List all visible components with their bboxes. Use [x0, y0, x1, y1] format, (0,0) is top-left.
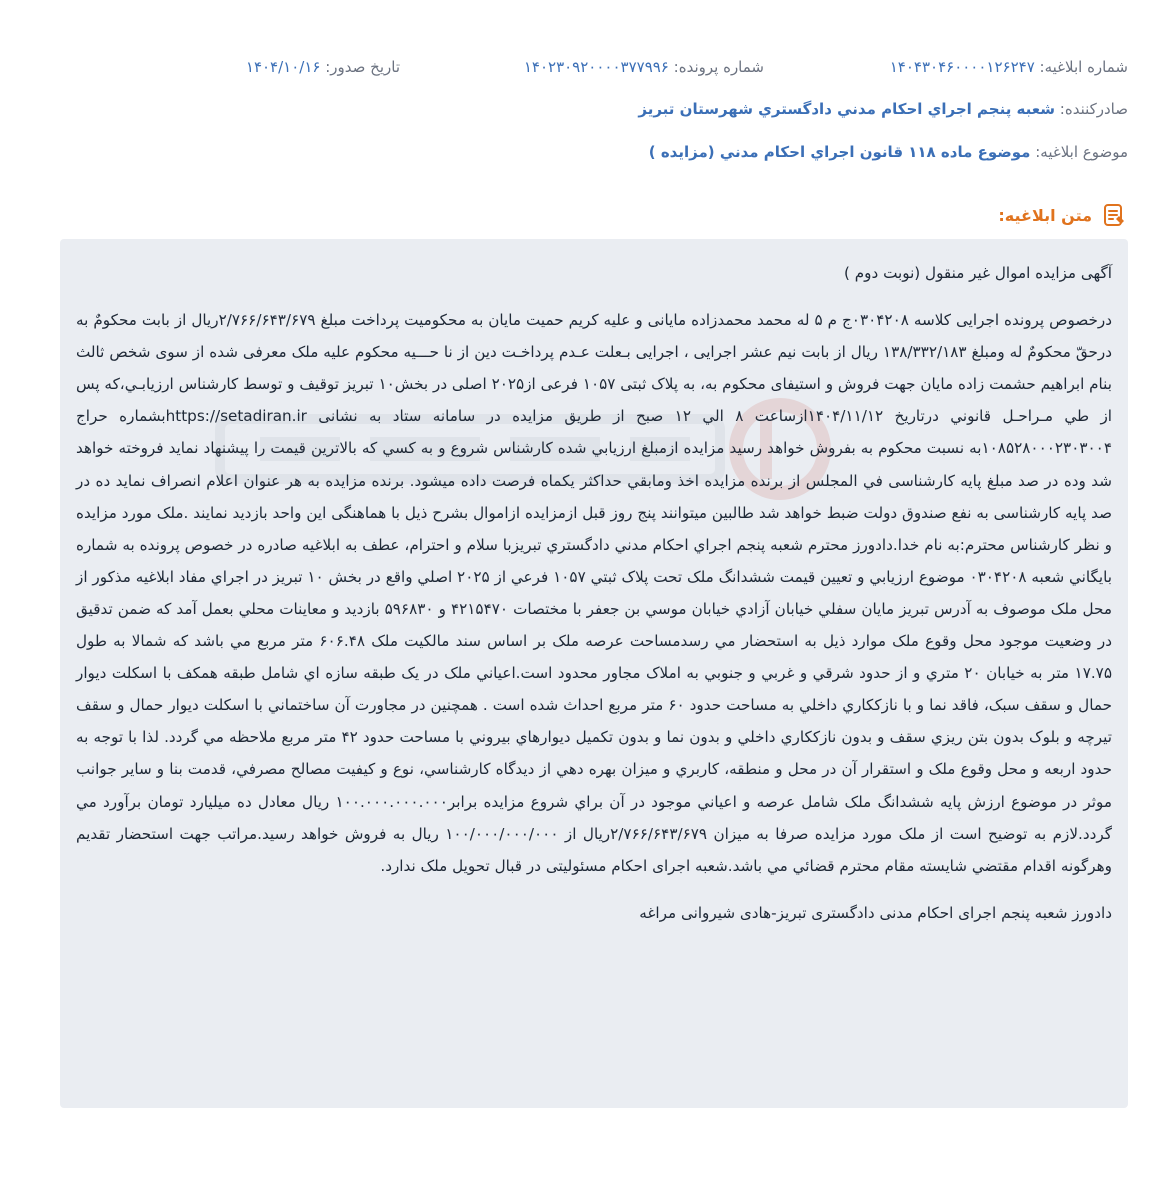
case-number-label: شماره پرونده:: [673, 58, 764, 76]
notice-body: درخصوص پرونده اجرایی کلاسه ۰۳۰۴۲۰۸ج م ۵ له محمد محمدزاده مایانی و علیه کریم حمیت مایان به محکومیت پرداخت مبلغ ۲/۷۶۶/۶۴۳/۶۷۹ریال از بابت محکومٌ به درحقّ محکومٌ له ومبلغ ۱۳۸/۳۳۲/۱۸۳ ریال از بابت نیم عشر اجرایی ، اجرایی بـعلت عـدم پرداخـت دین از نا حـــیه محکوم علیه ملک معرفی شده از سوی شخص ثالث بنام ابراهیم حشمت زاده مایان جهت فروش و استیفای محکوم به، به پلاک ثبتی ۱۰۵۷ فرعی از۲۰۲۵ اصلی در بخش۱۰ تبریز توقیف و توسط کارشناس ارزيابـي،که پس از طي مـراحـل قانوني درتاريخ ۱۴۰۴/۱۱/۱۲ازساعت ۸ الي ۱۲ صبح از طريق مزايده در سامانه ستاد به نشانی https://setadiran.irبشماره حراج ۱۰۸۵۲۸۰۰۰۲۳۰۳۰۰۴به نسبت محکوم به بفروش خواهد رسید مزايده ازمبلغ ارزيابي شده کارشناس شروع و به کسي که بالاترين قيمت را پيشنهاد نمايد فروخته خواهد شد وده در صد مبلغ پايه کارشناسی في المجلس از برنده مزايده اخذ ومابقي حداکثر يکماه فرصت داده ميشود. برنده مزايده به هر عنوان اعلام انصراف نمايد ده در صد پایه کارشناسی به نفع صندوق دولت ضبط خواهد شد طالبين ميتوانند پنج روز قبل ازمزايده ازاموال بشرح ذيل با هماهنگی اين واحد بازديد نمايند .ملک مورد مزايده و نظر کارشناس محترم:به نام خدا.دادورز محترم شعبه پنجم اجراي احکام مدني دادگستري تبريزبا سلام و احترام، عطف به ابلاغيه صادره در خصوص پرونده به شماره بايگاني شعبه ۰۳۰۴۲۰۸ موضوع ارزيابي و تعيين قيمت ششدانگ ملک تحت پلاک ثبتي ۱۰۵۷ فرعي از ۲۰۲۵ اصلي واقع در بخش ۱۰ تبريز در اجراي مفاد ابلاغيه مذکور از محل ملک موصوف به آدرس تبريز مايان سفلي خيابان آزادي خيابان موسي بن جعفر با مختصات ۴۲۱۵۴۷۰ و ۵۹۶۸۳۰ بازديد و معاينات محلي بعمل آمد که ضمن تدقيق در وضعيت موجود محل وقوع ملک موارد ذيل به استحضار مي رسدمساحت عرصه ملک بر اساس سند مالکيت ملک ۶۰۶.۴۸ متر مربع مي باشد که شمالا به طول ۱۷.۷۵ متر به خيابان ۲۰ متري و از حدود شرقي و غربي و جنوبي به املاک مجاور محدود است.اعياني ملک در يک طبقه سازه اي شامل طبقه همکف با اسکلت ديوار حمال و سقف سبک، فاقد نما و با نازککاري داخلي به مساحت حدود ۶۰ متر مربع احداث شده است . همچنين در مجاورت آن ساختماني با اسکلت ديوار حمال و سقف تيرچه و بلوک بدون بتن ريزي سقف و بدون نازککاري داخلي و بدون نما و بدون تکميل ديوارهاي بيروني با مساحت حدود ۴۲ متر مربع ملاحظه مي گردد. لذا با توجه به حدود اربعه و محل وقوع ملک و استقرار آن در محل و منطقه، کاربري و ميزان بهره دهي از ديدگاه کارشناسي، نوع و کيفيت مصالح مصرفي، قدمت بنا و ساير جوانب موثر در موضوع ارزش پايه ششدانگ ملک شامل عرصه و اعياني موجود در آن براي شروع مزايده برابر۱۰۰.۰۰۰.۰۰۰.۰۰۰ ريال معادل ده ميليارد تومان برآورد مي گردد.لازم به توضيح است از ملک مورد مزایده صرفا به میزان ۲/۷۶۶/۶۴۳/۶۷۹ریال از ۱۰۰/۰۰۰/۰۰۰/۰۰۰ ریال به فروش خواهد رسید.مراتب جهت استحضار تقديم وهرگونه اقدام مقتضي شايسته مقام محترم قضائي مي باشد.شعبه اجرای احکام مسئولیتی در قبال تحویل ملک ندارد.: [76, 311, 1113, 875]
notice-number: [890, 58, 1128, 76]
subject-row: [60, 143, 1128, 161]
notice-meta-row: [60, 58, 1128, 82]
issue-date-value: ۱۴۰۴/۱۰/۱۶: [245, 58, 321, 76]
notice-text-header: [998, 200, 1128, 230]
subject-label: موضوع ابلاغیه:: [1035, 143, 1128, 161]
document-icon: [1100, 201, 1128, 229]
case-number: [524, 58, 764, 76]
issue-date-label: تاریخ صدور:: [325, 58, 400, 76]
issuer-row: [60, 100, 1128, 118]
issuer-value: شعبه پنجم اجراي احکام مدني دادگستري شهرستان تبريز: [638, 100, 1055, 118]
notice-number-label: شماره ابلاغیه:: [1039, 58, 1128, 76]
notice-text-title: متن ابلاغیه:: [998, 205, 1092, 225]
issuer-label: صادرکننده:: [1059, 100, 1128, 118]
notice-signature: دادورز شعبه پنجم اجرای احکام مدنی دادگستری تبریز-هادی شیروانی مراغه: [639, 903, 1112, 922]
notice-heading: آگهی مزایده اموال غیر منقول (نوبت دوم ): [844, 264, 1112, 282]
notice-content-box: [60, 239, 1128, 1108]
issue-date: [246, 58, 400, 76]
notice-number-value: ۱۴۰۴۳۰۴۶۰۰۰۰۱۲۶۲۴۷: [889, 58, 1035, 76]
case-number-value: ۱۴۰۲۳۰۹۲۰۰۰۰۳۷۷۹۹۶: [523, 58, 669, 76]
subject-value: موضوع ماده ۱۱۸ قانون اجراي احکام مدني (مزايده ): [648, 143, 1031, 161]
notice-content: [60, 239, 1128, 929]
